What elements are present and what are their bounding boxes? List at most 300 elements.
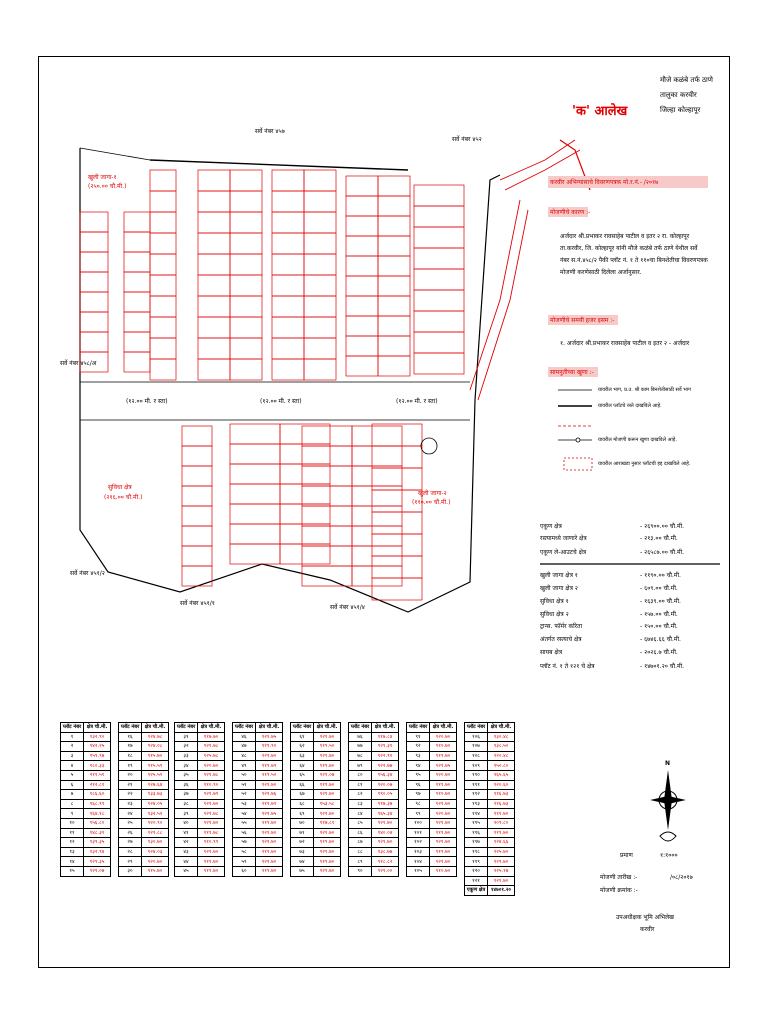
plot-cell bbox=[346, 176, 378, 196]
plot-cell bbox=[304, 359, 336, 380]
plot-cell bbox=[182, 546, 212, 566]
plot-cell bbox=[352, 566, 402, 586]
lot-number: ३३ bbox=[175, 751, 198, 761]
lot-number: ३७ bbox=[175, 790, 198, 800]
purpose-line-1: अर्जदार श्री.प्रभाकर रावसाहेब पाटील व इतर २ रा. कोल्हापूर bbox=[560, 233, 690, 240]
area-value: - ६७४६.६६ चौ.मी. bbox=[640, 636, 681, 643]
plot-cell bbox=[304, 275, 336, 296]
table-row bbox=[291, 770, 341, 780]
table-row bbox=[407, 770, 457, 780]
lot-area: १६४.१८ bbox=[84, 809, 111, 819]
lot-number: १०४ bbox=[407, 857, 430, 867]
table-row bbox=[291, 732, 341, 742]
lot-number: ३ bbox=[61, 751, 84, 761]
lot-area: १२१.८८ bbox=[142, 828, 169, 838]
plot-cell bbox=[230, 296, 262, 317]
purpose-line-4: मोजणी करणेसाठी दिलेला अर्जानुसार. bbox=[560, 269, 642, 276]
table-row bbox=[61, 790, 111, 800]
lot-area: १२५.१७ bbox=[488, 866, 515, 876]
plot-cell bbox=[302, 526, 352, 546]
lot-area: १२१.७८ bbox=[198, 742, 225, 752]
table-row bbox=[175, 847, 225, 857]
survey-label-top: सर्वे नंबर ४५७ bbox=[255, 128, 285, 135]
plot-cell bbox=[124, 312, 150, 332]
lot-area: १४८.३१ bbox=[84, 828, 111, 838]
table-row bbox=[175, 751, 225, 761]
lot-area: १२०.७० bbox=[430, 809, 457, 819]
lot-total-value: १४७०१.२० bbox=[488, 886, 515, 896]
table-row bbox=[233, 809, 283, 819]
table-row bbox=[233, 761, 283, 771]
table-row bbox=[465, 790, 515, 800]
plot-cell bbox=[80, 332, 108, 352]
plot-cell bbox=[230, 317, 262, 338]
legend-label: सामनुतीच्या खुणा :- bbox=[550, 369, 594, 376]
plot-cell bbox=[346, 196, 378, 216]
lot-area: १४२.२५ bbox=[84, 742, 111, 752]
lot-area: ११९.७० bbox=[314, 857, 341, 867]
legend-swatches bbox=[558, 390, 592, 470]
plot-cell bbox=[80, 252, 108, 272]
plot-cell bbox=[304, 296, 336, 317]
plot-cell bbox=[372, 556, 422, 578]
area-value: - १५७.०० चौ.मी. bbox=[640, 611, 678, 618]
table-row bbox=[119, 799, 169, 809]
table-row bbox=[233, 847, 283, 857]
lot-number: ११९ bbox=[465, 857, 488, 867]
table-row bbox=[61, 799, 111, 809]
plot-cell bbox=[272, 317, 304, 338]
table-row bbox=[119, 818, 169, 828]
lot-area: ११०.९१ bbox=[198, 838, 225, 848]
road-label-1: (१२.०० मी. र स्ता) bbox=[126, 398, 168, 405]
lot-number: १०७ bbox=[465, 742, 488, 752]
lot-area: १८०.३३ bbox=[84, 761, 111, 771]
lot-number: ९५ bbox=[407, 770, 430, 780]
table-row bbox=[465, 818, 515, 828]
lot-area: १२४.६६ bbox=[488, 838, 515, 848]
lot-number: ३५ bbox=[175, 770, 198, 780]
lot-area: १२१.७० bbox=[314, 809, 341, 819]
lot-number: ५९ bbox=[233, 857, 256, 867]
lot-area: १२१.७१ bbox=[198, 790, 225, 800]
area-row bbox=[540, 571, 720, 580]
table-row bbox=[233, 742, 283, 752]
lot-area: १२१.७० bbox=[430, 857, 457, 867]
lot-number: ११० bbox=[465, 770, 488, 780]
lot-number: ६६ bbox=[291, 780, 314, 790]
legend-text-3: यावरील मोजणी करून खुणा दाखविले आहे. bbox=[598, 437, 677, 443]
lot-area: ११९.७० bbox=[488, 828, 515, 838]
table-row bbox=[61, 770, 111, 780]
lot-area: १२१.७६ bbox=[256, 790, 283, 800]
lot-area: १२५.७८ bbox=[198, 751, 225, 761]
lot-number: ७१ bbox=[291, 828, 314, 838]
lot-area: १२०.७० bbox=[430, 770, 457, 780]
plot-cell bbox=[150, 359, 176, 380]
table-row bbox=[465, 857, 515, 867]
lot-number: ८६ bbox=[349, 828, 372, 838]
lot-area: १२१.७० bbox=[430, 838, 457, 848]
lot-number: १०६ bbox=[465, 732, 488, 742]
plot-cell bbox=[230, 275, 262, 296]
lot-number: ५४ bbox=[233, 809, 256, 819]
lot-number: १ bbox=[61, 732, 84, 742]
lot-area: १२४.०८ bbox=[142, 742, 169, 752]
lot-area: १२०.९० bbox=[142, 818, 169, 828]
plot-cell bbox=[346, 316, 378, 336]
lot-number: ११७ bbox=[465, 838, 488, 848]
lot-area: १२१.७० bbox=[372, 838, 399, 848]
table-row bbox=[233, 866, 283, 876]
lot-number: ११३ bbox=[465, 799, 488, 809]
table-row bbox=[61, 828, 111, 838]
table-row bbox=[119, 780, 169, 790]
lot-area: ११७.३७ bbox=[372, 799, 399, 809]
lot-number: ६१ bbox=[291, 732, 314, 742]
table-row bbox=[465, 847, 515, 857]
plot-cell bbox=[150, 254, 176, 275]
lot-header-area: क्षेत्र चौ.मी. bbox=[314, 723, 341, 733]
lot-header-area: क्षेत्र चौ.मी. bbox=[198, 723, 225, 733]
table-row bbox=[465, 876, 515, 886]
lot-area: १२१.७० bbox=[314, 732, 341, 742]
lot-area: १२४.०५ bbox=[142, 799, 169, 809]
lot-header-number: प्लॉट नंबर bbox=[119, 723, 142, 733]
plot-cell bbox=[352, 446, 402, 466]
plot-cell bbox=[352, 426, 402, 446]
lot-number: ६२ bbox=[291, 742, 314, 752]
lot-area: ११९.७० bbox=[430, 780, 457, 790]
plot-cell bbox=[198, 212, 230, 233]
table-row bbox=[291, 790, 341, 800]
lot-number: ८७ bbox=[349, 838, 372, 848]
table-row bbox=[349, 828, 399, 838]
table-row bbox=[61, 857, 111, 867]
plot-cell bbox=[198, 338, 230, 359]
lot-number: ९४ bbox=[407, 761, 430, 771]
plot-cell bbox=[378, 176, 410, 196]
table-row bbox=[175, 742, 225, 752]
area-row bbox=[540, 597, 720, 606]
table-row bbox=[349, 838, 399, 848]
lot-number: ५२ bbox=[233, 790, 256, 800]
lot-number: ४९ bbox=[233, 761, 256, 771]
table-row bbox=[407, 761, 457, 771]
plot-cell bbox=[304, 170, 336, 191]
lot-area: १२१.७० bbox=[314, 790, 341, 800]
table-row bbox=[465, 751, 515, 761]
table-row bbox=[233, 838, 283, 848]
table-row bbox=[407, 751, 457, 761]
plot-cell bbox=[150, 212, 176, 233]
amenity-label: सुविधा क्षेत्र bbox=[108, 484, 132, 491]
table-row bbox=[175, 828, 225, 838]
table-row bbox=[465, 742, 515, 752]
lot-area: १२९.७० bbox=[488, 857, 515, 867]
north-compass bbox=[650, 770, 686, 841]
lot-number: ४ bbox=[61, 761, 84, 771]
lot-area: १५६.८० bbox=[84, 818, 111, 828]
lot-number: २ bbox=[61, 742, 84, 752]
plot-cell bbox=[352, 526, 402, 546]
table-row bbox=[349, 866, 399, 876]
plot-cell bbox=[150, 275, 176, 296]
lot-number: ९१ bbox=[407, 732, 430, 742]
table-row bbox=[119, 857, 169, 867]
table-row bbox=[175, 761, 225, 771]
table-row bbox=[61, 751, 111, 761]
lot-area: ११९.७९ bbox=[256, 761, 283, 771]
plot-cell bbox=[302, 546, 352, 566]
plot-cell bbox=[302, 506, 352, 526]
lot-number: ३८ bbox=[175, 799, 198, 809]
plot-cell bbox=[230, 170, 262, 191]
scale-value: १:१००० bbox=[660, 852, 678, 859]
table-row bbox=[233, 828, 283, 838]
lot-number: ७६ bbox=[349, 732, 372, 742]
lot-area: ११९.९० bbox=[256, 742, 283, 752]
table-row bbox=[349, 761, 399, 771]
lot-area: १२५.७० bbox=[488, 847, 515, 857]
plot-cell bbox=[302, 566, 352, 586]
applicant-label: मोजणीचे समयी हजर इसम :- bbox=[550, 317, 615, 324]
lot-area: १२१.७५ bbox=[256, 732, 283, 742]
plot-cell bbox=[414, 353, 464, 374]
lot-number: ५६ bbox=[233, 828, 256, 838]
table-row bbox=[291, 828, 341, 838]
lot-number: २८ bbox=[119, 847, 142, 857]
lot-number: ७ bbox=[61, 790, 84, 800]
lot-area: १२७.६४ bbox=[142, 780, 169, 790]
lot-number: ७० bbox=[291, 818, 314, 828]
plot-cell bbox=[80, 292, 108, 312]
lot-number: २२ bbox=[119, 790, 142, 800]
plot-cell bbox=[230, 254, 262, 275]
area-value: - १५०.०० चौ.मी. bbox=[640, 623, 678, 630]
lot-number: ३४ bbox=[175, 761, 198, 771]
lot-table bbox=[118, 722, 169, 877]
lot-area: ११९.७० bbox=[256, 818, 283, 828]
legend-text-4: यावरील आराखडा नुसार प्लॉटची हद्द दाखविले आहे. bbox=[598, 461, 691, 467]
plot-cell bbox=[280, 424, 330, 444]
table-row bbox=[349, 818, 399, 828]
plot-cell bbox=[150, 338, 176, 359]
plot-cell bbox=[378, 356, 410, 376]
area-label: ट्रान्स. फॉर्मर करिता bbox=[540, 623, 583, 630]
table-row bbox=[61, 742, 111, 752]
plot-cell bbox=[182, 426, 212, 446]
lot-area: ११६.७३ bbox=[488, 799, 515, 809]
table-row bbox=[233, 818, 283, 828]
plot-cell bbox=[124, 332, 150, 352]
north-label: N bbox=[665, 760, 671, 767]
lot-area: १२०.७० bbox=[198, 761, 225, 771]
plot-cell bbox=[230, 484, 280, 504]
area-value: - ६०९.०० चौ.मी. bbox=[640, 585, 678, 592]
table-row bbox=[349, 732, 399, 742]
plot-cell bbox=[182, 446, 212, 466]
lot-number: २४ bbox=[119, 809, 142, 819]
lot-number: ७२ bbox=[291, 838, 314, 848]
lot-number: २९ bbox=[119, 857, 142, 867]
area-row bbox=[540, 522, 720, 531]
table-row bbox=[465, 799, 515, 809]
lot-area: ११९.५० bbox=[256, 770, 283, 780]
lot-number: २५ bbox=[119, 818, 142, 828]
lot-number: ९२ bbox=[407, 742, 430, 752]
table-row bbox=[233, 799, 283, 809]
lot-number: ६७ bbox=[291, 790, 314, 800]
lot-area: १३०.४८ bbox=[488, 732, 515, 742]
table-row bbox=[61, 818, 111, 828]
lot-number: ३२ bbox=[175, 742, 198, 752]
plot-cell bbox=[124, 232, 150, 252]
lot-area: १२१.०० bbox=[372, 866, 399, 876]
lot-header-number: प्लॉट नंबर bbox=[291, 723, 314, 733]
plot-cell bbox=[414, 185, 464, 206]
table-row bbox=[407, 838, 457, 848]
lot-number: ४२ bbox=[175, 838, 198, 848]
table-row bbox=[233, 780, 283, 790]
lot-number: १३ bbox=[61, 847, 84, 857]
plot-cell bbox=[182, 486, 212, 506]
table-row bbox=[465, 770, 515, 780]
lot-number: ७५ bbox=[291, 866, 314, 876]
lot-area: ११७.८१ bbox=[314, 818, 341, 828]
area-value: - १४७०१.२० चौ.मी. bbox=[640, 663, 685, 670]
table-row bbox=[61, 838, 111, 848]
lot-area: ११७.७० bbox=[198, 732, 225, 742]
road-label-3: (१२.०० मी. र स्ता) bbox=[396, 398, 438, 405]
plot-cell bbox=[302, 486, 352, 506]
plot-cell bbox=[378, 216, 410, 236]
table-row bbox=[349, 857, 399, 867]
lot-table bbox=[232, 722, 283, 877]
plot-cell bbox=[230, 233, 262, 254]
lot-number: ३९ bbox=[175, 809, 198, 819]
table-row bbox=[291, 742, 341, 752]
lot-header-area: क्षेत्र चौ.मी. bbox=[372, 723, 399, 733]
lot-total-label: एकूण क्षेत्र bbox=[465, 886, 488, 896]
lot-area: १२०.७० bbox=[142, 857, 169, 867]
table-row bbox=[407, 790, 457, 800]
plot-cell bbox=[182, 466, 212, 486]
table-row bbox=[407, 732, 457, 742]
plot-cell bbox=[280, 464, 330, 484]
plot-cell bbox=[182, 526, 212, 546]
lot-area: १२१.७० bbox=[256, 751, 283, 761]
lot-number: ३६ bbox=[175, 780, 198, 790]
lot-number: ८८ bbox=[349, 847, 372, 857]
plot-cell bbox=[198, 296, 230, 317]
lot-area: १६५.६५ bbox=[488, 770, 515, 780]
lot-number: २० bbox=[119, 770, 142, 780]
plot-cell bbox=[280, 444, 330, 464]
table-row bbox=[407, 780, 457, 790]
plot-cell bbox=[230, 444, 280, 464]
lot-number: ५८ bbox=[233, 847, 256, 857]
plot-cell bbox=[230, 359, 262, 380]
lot-area: १२१.७० bbox=[430, 818, 457, 828]
area-value: - १६३९.०० चौ.मी. bbox=[640, 598, 681, 605]
plot-cell bbox=[150, 191, 176, 212]
plot-cell bbox=[150, 296, 176, 317]
lot-header-area: क्षेत्र चौ.मी. bbox=[488, 723, 515, 733]
lot-area: १२१.७० bbox=[256, 838, 283, 848]
lot-area: १२०.७० bbox=[430, 732, 457, 742]
plot-cell bbox=[272, 254, 304, 275]
lot-number: ७४ bbox=[291, 857, 314, 867]
plot-cell bbox=[378, 336, 410, 356]
lot-area: १२१.७८ bbox=[198, 809, 225, 819]
plot-cell bbox=[230, 544, 280, 564]
lot-area: ११९.७० bbox=[314, 761, 341, 771]
lot-header-area: क्षेत्र चौ.मी. bbox=[84, 723, 111, 733]
table-row bbox=[407, 809, 457, 819]
lot-number: ३० bbox=[119, 866, 142, 876]
table-row bbox=[233, 770, 283, 780]
table-row bbox=[465, 866, 515, 876]
area-row bbox=[540, 662, 720, 671]
table-row bbox=[175, 790, 225, 800]
legend-rect-red bbox=[564, 458, 592, 470]
plot-cell bbox=[372, 578, 422, 600]
area-row bbox=[540, 635, 720, 644]
legend-text-2: यावरील प्लॉटचे रस्ते दाखविले आहे. bbox=[598, 403, 662, 409]
lot-number: ११ bbox=[61, 828, 84, 838]
plot-cell bbox=[346, 296, 378, 316]
plot-cell bbox=[272, 233, 304, 254]
table-row bbox=[465, 761, 515, 771]
table-row bbox=[175, 799, 225, 809]
lot-number: ९९ bbox=[407, 809, 430, 819]
lot-area: १२१.७० bbox=[198, 799, 225, 809]
plot-cell bbox=[280, 524, 330, 544]
plot-cell bbox=[80, 212, 108, 232]
lot-number: ११२ bbox=[465, 790, 488, 800]
plot-cell bbox=[378, 196, 410, 216]
table-row bbox=[175, 809, 225, 819]
lot-number: ८१ bbox=[349, 780, 372, 790]
site-boundary-topleft bbox=[80, 148, 150, 160]
plot-cell bbox=[230, 212, 262, 233]
table-row bbox=[407, 847, 457, 857]
lot-area: १३९.३५ bbox=[84, 838, 111, 848]
area-label: एकूण ले-आउटचे क्षेत्र bbox=[540, 549, 587, 556]
table-row bbox=[119, 751, 169, 761]
table-row bbox=[175, 866, 225, 876]
lot-number: ६५ bbox=[291, 770, 314, 780]
open-space-2-area: (११०.०० चौ.मी.) bbox=[412, 499, 451, 506]
area-label: रस्त्यामध्ये जाणारे क्षेत्र bbox=[540, 535, 587, 542]
lot-number: १०१ bbox=[407, 828, 430, 838]
plot-cell bbox=[352, 506, 402, 526]
lot-header-number: प्लॉट नंबर bbox=[175, 723, 198, 733]
lot-number: ६३ bbox=[291, 751, 314, 761]
table-row bbox=[119, 742, 169, 752]
plot-cell bbox=[280, 504, 330, 524]
lot-area: १११.७० bbox=[488, 809, 515, 819]
lot-number: ६८ bbox=[291, 799, 314, 809]
open-space-1-label: खुली जागा-१ bbox=[88, 174, 117, 181]
area-row bbox=[540, 648, 720, 657]
lot-area: ११७.८४ bbox=[372, 732, 399, 742]
lot-area: १३२.९० bbox=[84, 732, 111, 742]
lot-number: ९ bbox=[61, 809, 84, 819]
area-label: अंतर्गत रस्त्याचे क्षेत्र bbox=[540, 636, 582, 643]
table-row bbox=[349, 809, 399, 819]
